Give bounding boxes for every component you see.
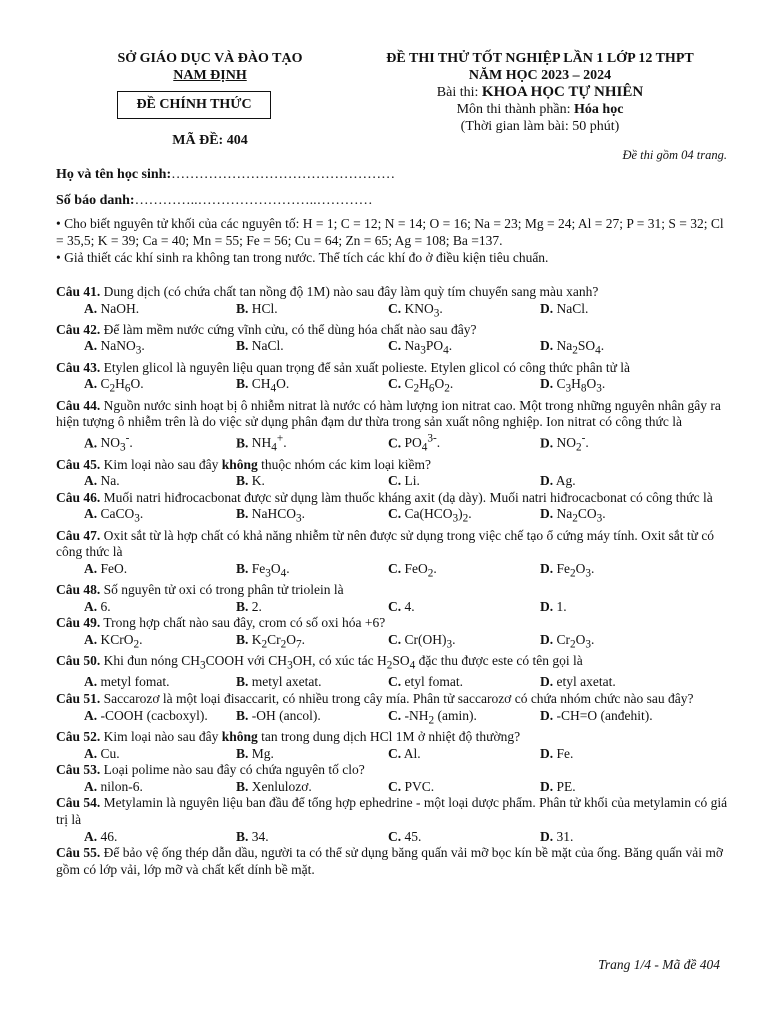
option-key: C.	[388, 707, 402, 723]
option-text: NaHCO$_3$.	[248, 506, 306, 526]
option-key: C.	[388, 376, 402, 392]
option-text: $Fe_3O_4$.	[248, 560, 290, 580]
question-text: Oxit sắt từ là hợp chất có khả năng nhiễm từ nên được sử dụng trong việc chế tạo ổ cứng máy tính. Oxit sắt từ có công thức là	[56, 527, 715, 560]
answer-option	[540, 301, 692, 322]
answer-option	[84, 338, 236, 359]
question-number: Câu 51.	[56, 691, 101, 707]
school-year: NĂM HỌC 2023 – 2024	[468, 68, 612, 83]
option-text: $Cr(OH)_3$.	[401, 631, 456, 651]
option-key: D.	[540, 473, 554, 489]
answer-option	[236, 473, 388, 490]
question-item	[56, 490, 728, 528]
student-number-label: Số báo danh:	[56, 193, 135, 208]
option-text: Fe.	[553, 745, 574, 761]
question-stem	[56, 284, 728, 301]
option-key: B.	[236, 707, 249, 723]
option-key: A.	[84, 376, 98, 392]
question-text: Loại polime nào sau đây có chứa nguyên tố clo?	[100, 762, 365, 778]
option-text: FeO$_2$.	[401, 560, 437, 580]
option-text: $KNO_3$.	[401, 300, 443, 320]
component-name: Hóa học	[574, 102, 624, 117]
option-key: A.	[84, 598, 98, 614]
answer-option	[540, 561, 692, 582]
question-item	[56, 582, 728, 615]
question-number: Câu 46.	[56, 489, 101, 505]
question-text: Nguồn nước sinh hoạt bị ô nhiễm nitrat là nước có hàm lượng ion nitrat cao. Một trong những nguyên nhân gây ra hiện tượng ô nhiễm trên là do việc sử dụng phân đạm dư thừa trong sản xuất nông nghiệp. Ion nitrat có công thức là	[56, 397, 721, 430]
option-text: PVC.	[401, 778, 435, 794]
answer-options	[56, 506, 728, 527]
answer-option	[540, 674, 692, 691]
option-key: D.	[540, 631, 554, 647]
answer-options	[56, 431, 728, 457]
atomic-mass-note: • Cho biết nguyên tử khối của các nguyên tố: H = 1; C = 12; N = 14; O = 16; Na = 23; Mg = 24; Al = 27; P = 31; S = 32; Cl = 35,5; K = 39; Ca = 40; Mn = 55; Fe = 56; Cu = 64; Zn = 65; Ag = 108; Ba =137.	[56, 216, 724, 248]
question-item	[56, 615, 728, 653]
question-text: Để làm mềm nước cứng vĩnh cửu, có thể dùng hóa chất nào sau đây?	[100, 321, 477, 337]
answer-option	[388, 338, 540, 359]
question-number: Câu 53.	[56, 762, 101, 778]
option-key: A.	[84, 707, 98, 723]
student-number-dots: …………..……………………..…………	[134, 193, 373, 208]
option-text: FeO.	[97, 560, 128, 576]
option-text: $Na_2CO_3$.	[553, 506, 606, 526]
option-key: D.	[540, 745, 554, 761]
option-text: 1.	[553, 598, 567, 614]
answer-option	[388, 674, 540, 691]
question-stem	[56, 653, 728, 674]
question-stem	[56, 360, 728, 377]
exam-code: MÃ ĐỀ: 404	[172, 133, 248, 148]
student-number-field	[56, 193, 373, 209]
option-text: NaCl.	[248, 338, 284, 354]
question-item	[56, 795, 728, 845]
answer-option	[236, 674, 388, 691]
question-number: Câu 41.	[56, 284, 101, 299]
subject-prefix: Bài thi:	[436, 85, 482, 100]
option-text: NaOH.	[97, 300, 140, 316]
option-key: C.	[388, 598, 402, 614]
question-item	[56, 762, 728, 795]
option-key: C.	[388, 631, 402, 647]
answer-option	[540, 431, 692, 457]
answer-option	[540, 829, 692, 846]
question-text: Để bảo vệ ống thép dẫn dầu, người ta có thể sử dụng băng quấn vải mỡ bọc kín bề mặt của ống. Băng quấn vải mỡ gồm có lớp vải, lớp mỡ và chất kết dính bề mặt.	[56, 845, 724, 877]
gas-assumption-note: • Giả thiết các khí sinh ra không tan trong nước. Thể tích các khí đo ở điều kiện tiêu chuẩn.	[56, 250, 549, 265]
option-key: C.	[388, 473, 402, 489]
answer-option	[388, 779, 540, 796]
option-text: $Ca(HCO_3)_2$.	[401, 506, 472, 526]
question-stem	[56, 729, 728, 746]
option-key: A.	[84, 435, 98, 451]
answer-option	[236, 708, 388, 729]
option-key: B.	[236, 473, 249, 489]
answer-option	[236, 301, 388, 322]
option-text: metyl fomat.	[97, 674, 170, 690]
option-text: $Na_2SO_4$.	[553, 338, 605, 358]
option-key: C.	[388, 560, 402, 576]
question-stem	[56, 490, 728, 507]
option-key: D.	[540, 828, 554, 844]
question-text: Dung dịch (có chứa chất tan nồng độ 1M) nào sau đây làm quỳ tím chuyển sang màu xanh?	[100, 284, 599, 299]
question-item	[56, 653, 728, 691]
option-text: nilon-6.	[97, 778, 143, 794]
question-text: Trong hợp chất nào sau đây, crom có số oxi hóa +6?	[100, 615, 386, 631]
answer-option	[540, 779, 692, 796]
option-key: B.	[236, 560, 249, 576]
student-name-field	[56, 167, 395, 183]
subject-name: KHOA HỌC TỰ NHIÊN	[481, 84, 644, 100]
option-text: Xenlulozơ.	[248, 778, 312, 794]
option-key: B.	[236, 376, 249, 392]
answer-option	[388, 431, 540, 457]
option-key: D.	[540, 778, 554, 794]
answer-option	[84, 301, 236, 322]
answer-options	[56, 301, 728, 322]
option-text: $-NH_2$ (amin).	[401, 707, 477, 727]
option-text: PE.	[553, 778, 576, 794]
question-stem	[56, 398, 728, 431]
question-stem	[56, 528, 728, 561]
answer-options	[56, 708, 728, 729]
option-text: Cu.	[97, 745, 120, 761]
answer-option	[388, 632, 540, 653]
option-key: C.	[388, 435, 402, 451]
option-key: D.	[540, 300, 554, 316]
option-text: -CH=O (anđehit).	[553, 707, 653, 723]
question-number: Câu 54.	[56, 795, 101, 811]
answer-options	[56, 561, 728, 582]
answer-option	[84, 506, 236, 527]
option-text: $NO_2^-$.	[553, 432, 589, 454]
option-text: HCl.	[248, 300, 278, 316]
answer-option	[236, 779, 388, 796]
option-text: $K_2Cr_2O_7$.	[248, 631, 306, 651]
question-number: Câu 50.	[56, 653, 101, 669]
option-text: K.	[248, 473, 265, 489]
answer-option	[388, 561, 540, 582]
department-block	[80, 50, 340, 84]
option-text: $Cr_2O_3$.	[553, 631, 595, 651]
option-key: B.	[236, 435, 249, 451]
option-text: $C_2H_6O_2$.	[401, 376, 454, 396]
answer-option	[236, 431, 388, 457]
question-text: Saccarozơ là một loại đisaccarit, có nhiều trong cây mía. Phân tử saccarozơ có chứa nhóm chức nào sau đây?	[100, 691, 694, 707]
answer-option	[236, 599, 388, 616]
option-key: A.	[84, 828, 98, 844]
question-number: Câu 42.	[56, 321, 101, 337]
option-text: 6.	[97, 598, 111, 614]
option-key: A.	[84, 631, 98, 647]
option-text: Ag.	[553, 473, 576, 489]
answer-option	[236, 632, 388, 653]
option-text: metyl axetat.	[248, 674, 322, 690]
answer-options	[56, 746, 728, 763]
answer-option	[236, 506, 388, 527]
question-text: Kim loại nào sau đây không thuộc nhóm các kim loại kiềm?	[100, 456, 431, 472]
answer-option	[84, 674, 236, 691]
answer-option	[84, 746, 236, 763]
option-key: B.	[236, 745, 249, 761]
question-stem	[56, 795, 728, 828]
department-name: SỞ GIÁO DỤC VÀ ĐÀO TẠO	[117, 51, 303, 66]
question-item	[56, 284, 728, 322]
option-text: NaCl.	[553, 300, 589, 316]
option-text: CaCO$_3$.	[97, 506, 144, 526]
student-name-dots: …………………………………………	[171, 167, 396, 182]
answer-option	[388, 708, 540, 729]
question-text: Số nguyên tử oxi có trong phân tử triolein là	[100, 582, 344, 598]
question-text: Etylen glicol là nguyên liệu quan trọng để sản xuất polieste. Etylen glicol có công thức phân tử là	[100, 359, 631, 375]
answer-option	[236, 338, 388, 359]
option-key: C.	[388, 778, 402, 794]
answer-options	[56, 674, 728, 691]
answer-option	[388, 829, 540, 846]
answer-option	[84, 829, 236, 846]
question-list	[56, 284, 728, 878]
option-text: $NH_4^+$.	[248, 432, 287, 454]
student-name-label: Họ và tên học sinh:	[56, 167, 172, 182]
answer-option	[388, 473, 540, 490]
question-stem	[56, 582, 728, 599]
answer-option	[540, 599, 692, 616]
option-key: A.	[84, 506, 98, 522]
option-key: C.	[388, 828, 402, 844]
question-stem	[56, 762, 728, 779]
option-text: etyl fomat.	[401, 674, 463, 690]
answer-option	[236, 746, 388, 763]
answer-options	[56, 599, 728, 616]
question-number: Câu 47.	[56, 527, 101, 543]
answer-option	[540, 746, 692, 763]
answer-option	[84, 561, 236, 582]
question-number: Câu 55.	[56, 845, 101, 861]
question-item	[56, 845, 728, 878]
component-prefix: Môn thi thành phần:	[456, 102, 575, 117]
option-text: Li.	[401, 473, 420, 489]
option-key: D.	[540, 338, 554, 354]
option-key: A.	[84, 778, 98, 794]
option-text: 34.	[248, 828, 269, 844]
option-key: C.	[388, 506, 402, 522]
answer-option	[84, 431, 236, 457]
option-key: D.	[540, 560, 554, 576]
province-name: NAM ĐỊNH	[173, 68, 247, 83]
option-text: Na.	[97, 473, 120, 489]
option-key: C.	[388, 338, 402, 354]
option-key: B.	[236, 631, 249, 647]
page-footer: Trang 1/4 - Mã đề 404	[598, 957, 720, 972]
question-item	[56, 528, 728, 582]
answer-options	[56, 338, 728, 359]
option-key: B.	[236, 778, 249, 794]
answer-option	[236, 376, 388, 397]
option-key: A.	[84, 338, 98, 354]
question-stem	[56, 691, 728, 708]
answer-option	[84, 376, 236, 397]
option-key: D.	[540, 506, 554, 522]
pages-note: Đề thi gồm 04 trang.	[622, 148, 727, 162]
question-stem	[56, 457, 728, 474]
option-key: A.	[84, 300, 98, 316]
question-text: Kim loại nào sau đây không tan trong dung dịch HCl 1M ở nhiệt độ thường?	[100, 728, 521, 744]
answer-options	[56, 376, 728, 397]
question-number: Câu 48.	[56, 582, 101, 598]
option-text: 46.	[97, 828, 118, 844]
official-exam-box: ĐỀ CHÍNH THỨC	[117, 91, 271, 119]
question-item	[56, 457, 728, 490]
answer-option	[540, 338, 692, 359]
option-text: -OH (ancol).	[248, 707, 321, 723]
option-key: B.	[236, 598, 249, 614]
answer-option	[84, 708, 236, 729]
question-item	[56, 322, 728, 360]
option-text: -COOH (cacboxyl).	[97, 707, 208, 723]
answer-option	[540, 473, 692, 490]
answer-options	[56, 632, 728, 653]
answer-options	[56, 473, 728, 490]
subject-line	[350, 84, 730, 101]
answer-option	[388, 599, 540, 616]
option-key: D.	[540, 674, 554, 690]
answer-option	[84, 599, 236, 616]
question-number: Câu 52.	[56, 728, 101, 744]
option-key: D.	[540, 707, 554, 723]
option-key: B.	[236, 674, 249, 690]
option-text: 31.	[553, 828, 574, 844]
option-text: 45.	[401, 828, 422, 844]
option-text: KCrO$_2$.	[97, 631, 143, 651]
exam-title-block	[350, 50, 730, 135]
option-text: $C_2H_6O$.	[97, 376, 144, 396]
option-key: D.	[540, 435, 554, 451]
question-item	[56, 398, 728, 457]
answer-option	[388, 746, 540, 763]
question-number: Câu 44.	[56, 397, 101, 413]
option-text: $Fe_2O_3$.	[553, 560, 595, 580]
option-key: C.	[388, 300, 402, 316]
option-key: A.	[84, 473, 98, 489]
option-text: 2.	[248, 598, 262, 614]
answer-option	[236, 829, 388, 846]
option-text: NaNO$_3$.	[97, 338, 145, 358]
option-text: $C_3H_8O_3$.	[553, 376, 606, 396]
option-key: B.	[236, 300, 249, 316]
answer-option	[540, 708, 692, 729]
answer-option	[84, 632, 236, 653]
option-key: D.	[540, 376, 554, 392]
answer-option	[388, 506, 540, 527]
option-text: Al.	[401, 745, 421, 761]
question-number: Câu 45.	[56, 456, 101, 472]
question-text: Khi đun nóng $CH_3COOH$ với $CH_3OH$, có xúc tác $H_2SO_4$ đặc thu được este có tên gọi là	[100, 653, 583, 672]
option-key: C.	[388, 745, 402, 761]
answer-option	[540, 506, 692, 527]
answer-options	[56, 829, 728, 846]
exam-info	[56, 215, 728, 266]
question-stem	[56, 845, 728, 878]
question-number: Câu 49.	[56, 615, 101, 631]
question-item	[56, 729, 728, 762]
duration: (Thời gian làm bài: 50 phút)	[460, 119, 620, 134]
option-text: etyl axetat.	[553, 674, 616, 690]
option-key: C.	[388, 674, 402, 690]
answer-option	[84, 473, 236, 490]
option-text: $Na_3PO_4$.	[401, 338, 453, 358]
question-text: Muối natri hiđrocacbonat được sử dụng làm thuốc kháng axit (dạ dày). Muối natri hiđrocacbonat có công thức là	[100, 489, 713, 505]
question-stem	[56, 615, 728, 632]
option-text: 4.	[401, 598, 415, 614]
answer-option	[84, 779, 236, 796]
option-key: B.	[236, 338, 249, 354]
option-text: $CH_4O$.	[248, 376, 290, 396]
option-key: A.	[84, 745, 98, 761]
answer-options	[56, 779, 728, 796]
answer-option	[236, 561, 388, 582]
answer-option	[388, 301, 540, 322]
question-stem	[56, 322, 728, 339]
question-item	[56, 691, 728, 729]
component-line	[350, 101, 730, 118]
option-text: Mg.	[248, 745, 274, 761]
answer-option	[540, 632, 692, 653]
option-key: B.	[236, 828, 249, 844]
option-text: $NO_3^-$.	[97, 432, 133, 454]
exam-title: ĐỀ THI THỬ TỐT NGHIỆP LẦN 1 LỚP 12 THPT	[386, 51, 694, 66]
option-key: B.	[236, 506, 249, 522]
question-number: Câu 43.	[56, 359, 101, 375]
option-key: A.	[84, 674, 98, 690]
answer-option	[540, 376, 692, 397]
option-key: A.	[84, 560, 98, 576]
answer-option	[388, 376, 540, 397]
question-item	[56, 360, 728, 398]
option-key: D.	[540, 598, 554, 614]
option-text: $PO_4^{3-}$.	[401, 432, 441, 454]
question-text: Metylamin là nguyên liệu ban đầu để tổng hợp ephedrine - một loại dược phẩm. Phân tử khối của metylamin có giá trị là	[56, 795, 728, 827]
